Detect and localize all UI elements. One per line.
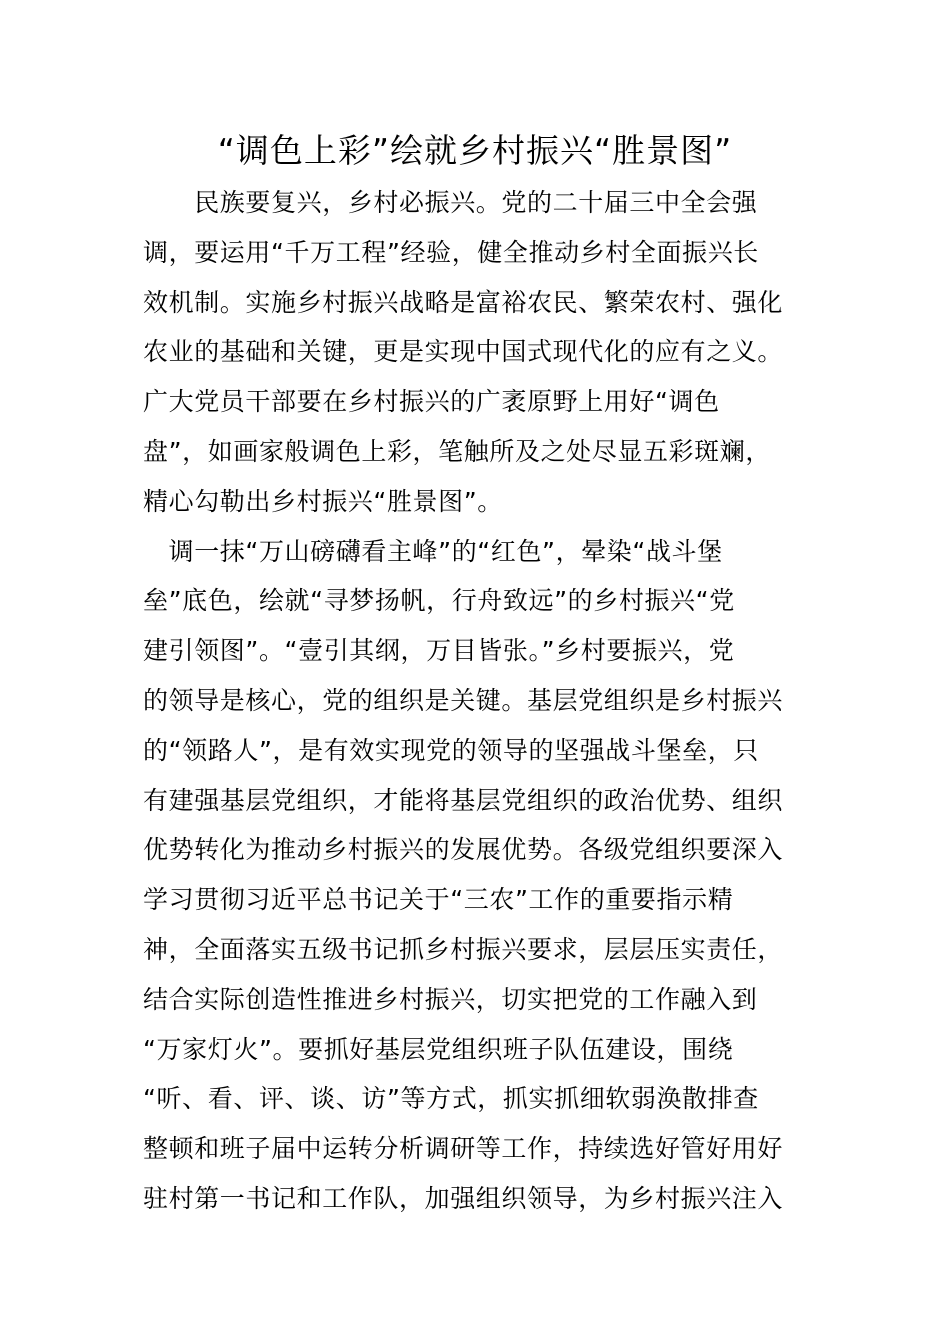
body-line: 效机制。实施乡村振兴战略是富裕农民、繁荣农村、强化 bbox=[143, 287, 784, 317]
body-line: 建引领图”。“壹引其纲，万目皆张。”乡村要振兴，党 bbox=[143, 636, 735, 666]
document-title: “调色上彩”绘就乡村振兴“胜景图” bbox=[217, 131, 733, 170]
body-line: 调，要运用“千万工程”经验，健全推动乡村全面振兴长 bbox=[143, 237, 759, 267]
body-line: 优势转化为推动乡村振兴的发展优势。各级党组织要深入 bbox=[143, 835, 784, 865]
body-line: 有建强基层党组织，才能将基层党组织的政治优势、组织 bbox=[143, 785, 784, 815]
body-line: 神，全面落实五级书记抓乡村振兴要求，层层压实责任， bbox=[143, 934, 784, 964]
body-line: 调一抹“万山磅礴看主峰”的“红色”，晕染“战斗堡 bbox=[143, 536, 723, 566]
document-body bbox=[143, 178, 808, 1224]
body-line: 精心勾勒出乡村振兴“胜景图”。 bbox=[143, 486, 503, 516]
body-line: 整顿和班子届中运转分析调研等工作，持续选好管好用好 bbox=[143, 1134, 784, 1164]
body-line: 学习贯彻习近平总书记关于“三农”工作的重要指示精 bbox=[143, 885, 734, 915]
body-line: 的领导是核心，党的组织是关键。基层党组织是乡村振兴 bbox=[143, 685, 784, 715]
body-line: 农业的基础和关键，更是实现中国式现代化的应有之义。 bbox=[143, 337, 784, 367]
body-line: 广大党员干部要在乡村振兴的广袤原野上用好“调色 bbox=[143, 387, 720, 417]
body-line: 盘”，如画家般调色上彩，笔触所及之处尽显五彩斑斓， bbox=[143, 436, 771, 466]
body-line: 结合实际创造性推进乡村振兴，切实把党的工作融入到 bbox=[143, 984, 758, 1014]
body-line: “万家灯火”。要抓好基层党组织班子队伍建设，围绕 bbox=[143, 1034, 734, 1064]
body-line: 的“领路人”，是有效实现党的领导的坚强战斗堡垒，只 bbox=[143, 735, 759, 765]
body-line: 驻村第一书记和工作队，加强组织领导，为乡村振兴注入 bbox=[143, 1183, 784, 1213]
body-line: “听、看、评、谈、访”等方式，抓实抓细软弱涣散排查 bbox=[143, 1084, 759, 1114]
body-line: 民族要复兴，乡村必振兴。党的二十届三中全会强 bbox=[143, 188, 758, 217]
body-line: 垒”底色，绘就“寻梦扬帆，行舟致远”的乡村振兴“党 bbox=[143, 586, 735, 616]
